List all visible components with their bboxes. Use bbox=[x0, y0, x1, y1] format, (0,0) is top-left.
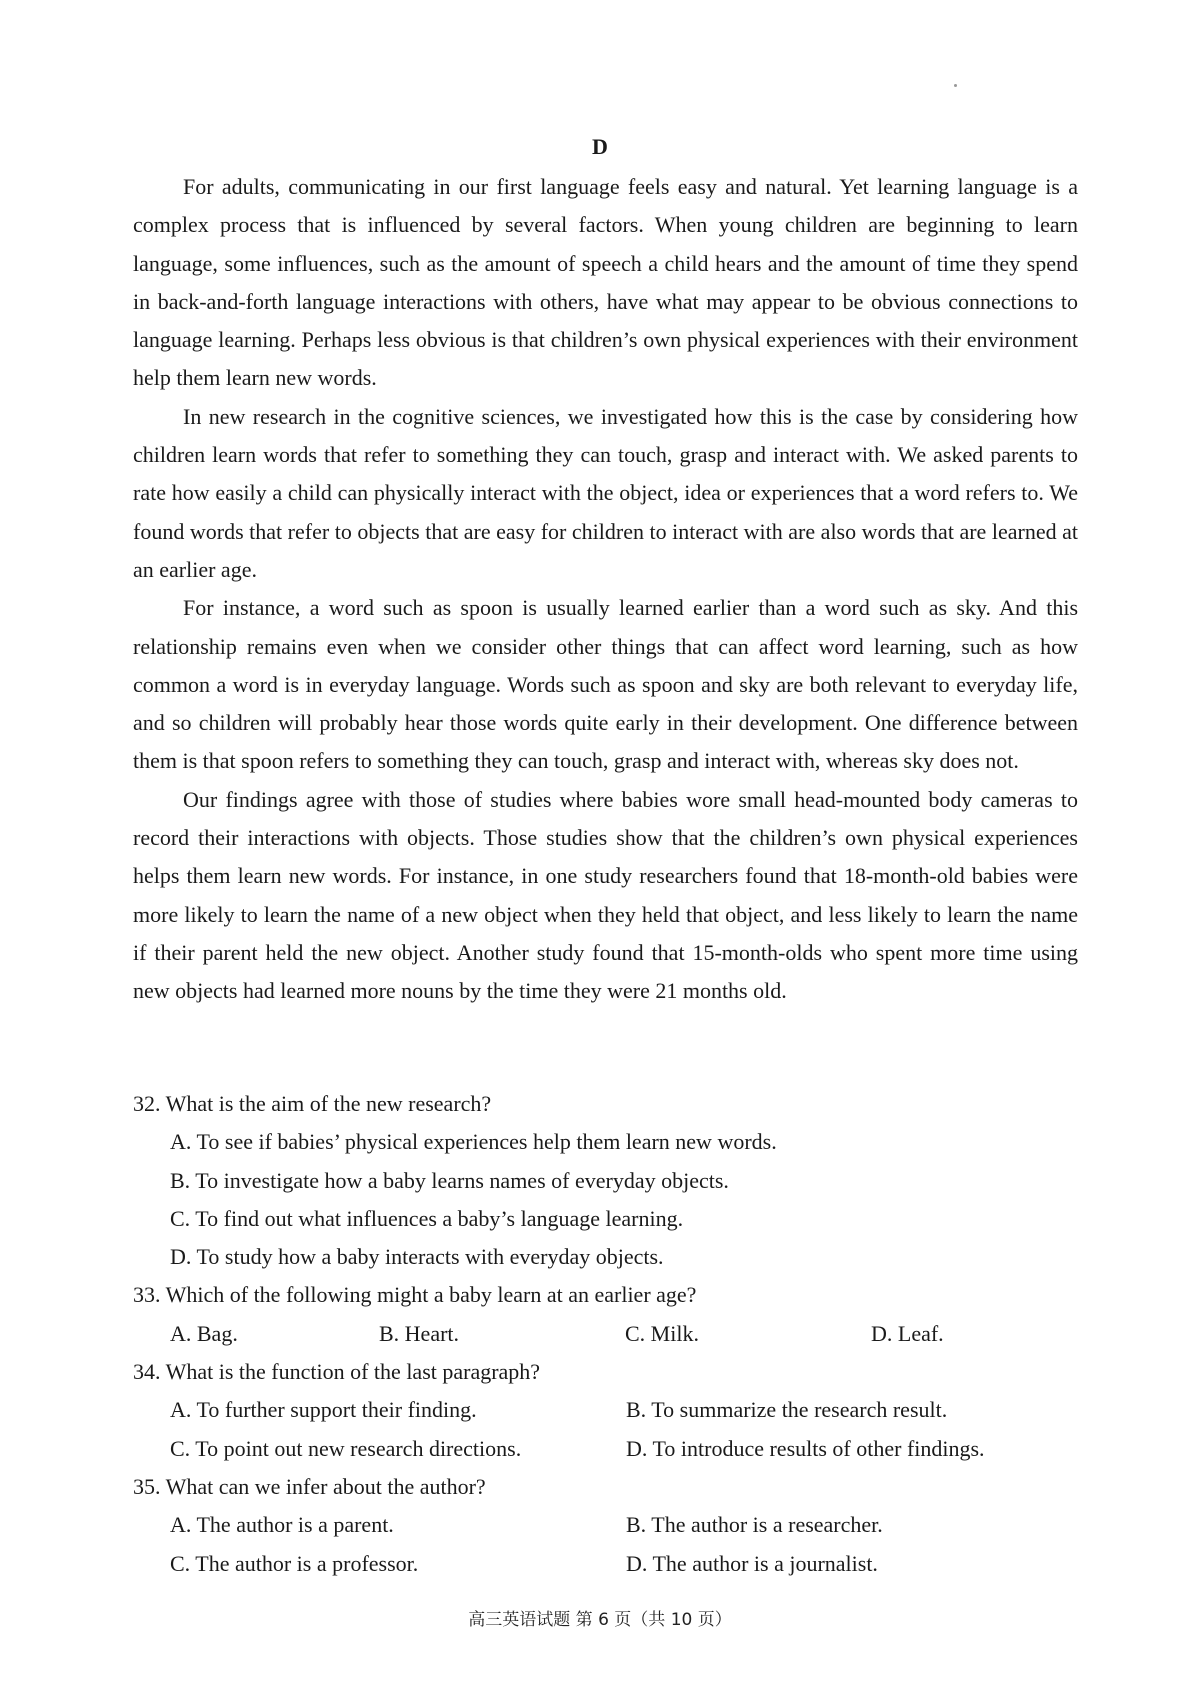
option-row bbox=[133, 1545, 1078, 1583]
option-b: B. To summarize the research result. bbox=[626, 1397, 948, 1423]
scan-speck bbox=[954, 84, 957, 87]
question-stem: 35. What can we infer about the author? bbox=[133, 1473, 486, 1499]
option-b: B. The author is a researcher. bbox=[626, 1512, 883, 1538]
paragraph-3: For instance, a word such as spoon is usually learned earlier than a word such as sky. And this relationship remains even when we consider other things that can affect word learning, such as how common a word is in everyday language. Words such as spoon and sky are both relevant to everyday life, and so children will probably hear those words quite early in their development. One difference between them is that spoon refers to something they can touch, grasp and interact with, whereas sky does not. bbox=[133, 595, 1078, 774]
question-stem: 33. Which of the following might a baby learn at an earlier age? bbox=[133, 1282, 697, 1308]
question-stem: 34. What is the function of the last paragraph? bbox=[133, 1359, 541, 1385]
question-32 bbox=[133, 1085, 1078, 1276]
option-c: C. To find out what influences a baby’s language learning. bbox=[170, 1205, 684, 1231]
option-row bbox=[133, 1506, 1078, 1544]
option-a: A. To see if babies’ physical experiences help them learn new words. bbox=[170, 1129, 777, 1155]
option-d: D. The author is a journalist. bbox=[626, 1550, 878, 1576]
option-d: D. To introduce results of other findings. bbox=[626, 1435, 985, 1461]
option-a: A. The author is a parent. bbox=[170, 1512, 394, 1538]
option-b: B. To investigate how a baby learns names of everyday objects. bbox=[170, 1167, 729, 1193]
option-a: A. To further support their finding. bbox=[170, 1397, 477, 1423]
option-b: B. Heart. bbox=[379, 1320, 460, 1346]
paragraph-2: In new research in the cognitive sciences, we investigated how this is the case by considering how children learn words that refer to something they can touch, grasp and interact with. We asked parents to rate how easily a child can physically interact with the object, idea or experiences that a word refers to. We found words that refer to objects that are easy for children to interact with are also words that are learned at an earlier age. bbox=[133, 403, 1078, 582]
option-c: C. The author is a professor. bbox=[170, 1550, 419, 1576]
option-row bbox=[133, 1315, 1078, 1353]
reading-passage bbox=[133, 168, 1078, 1011]
page-footer: 高三英语试题 第 6 页（共 10 页） bbox=[468, 1610, 732, 1630]
question-stem: 32. What is the aim of the new research? bbox=[133, 1091, 492, 1116]
option-d: D. Leaf. bbox=[871, 1320, 944, 1346]
question-33 bbox=[133, 1276, 1078, 1353]
question-35 bbox=[133, 1468, 1078, 1583]
section-heading: D bbox=[592, 134, 608, 159]
option-d: D. To study how a baby interacts with everyday objects. bbox=[170, 1244, 664, 1270]
option-row bbox=[133, 1430, 1078, 1468]
option-c: C. To point out new research directions. bbox=[170, 1435, 522, 1461]
option-a: A. Bag. bbox=[170, 1320, 238, 1346]
question-list bbox=[133, 1085, 1078, 1583]
paragraph-1: For adults, communicating in our first language feels easy and natural. Yet learning language is a complex process that is influenced by several factors. When young children are beginning to learn language, some influences, such as the amount of speech a child hears and the amount of time they spend in back-and-forth language interactions with others, have what may appear to be obvious connections to language learning. Perhaps less obvious is that children’s own physical experiences with their environment help them learn new words. bbox=[133, 174, 1078, 391]
paragraph-4: Our findings agree with those of studies where babies wore small head-mounted body cameras to record their interactions with objects. Those studies show that the children’s own physical experiences helps them learn new words. For instance, in one study researchers found that 18-month-old babies were more likely to learn the name of a new object when they held that object, and less likely to learn the name if their parent held the new object. Another study found that 15-month-olds who spent more time using new objects had learned more nouns by the time they were 21 months old. bbox=[133, 786, 1078, 1004]
question-34 bbox=[133, 1353, 1078, 1468]
option-c: C. Milk. bbox=[625, 1320, 699, 1346]
option-row bbox=[133, 1391, 1078, 1429]
